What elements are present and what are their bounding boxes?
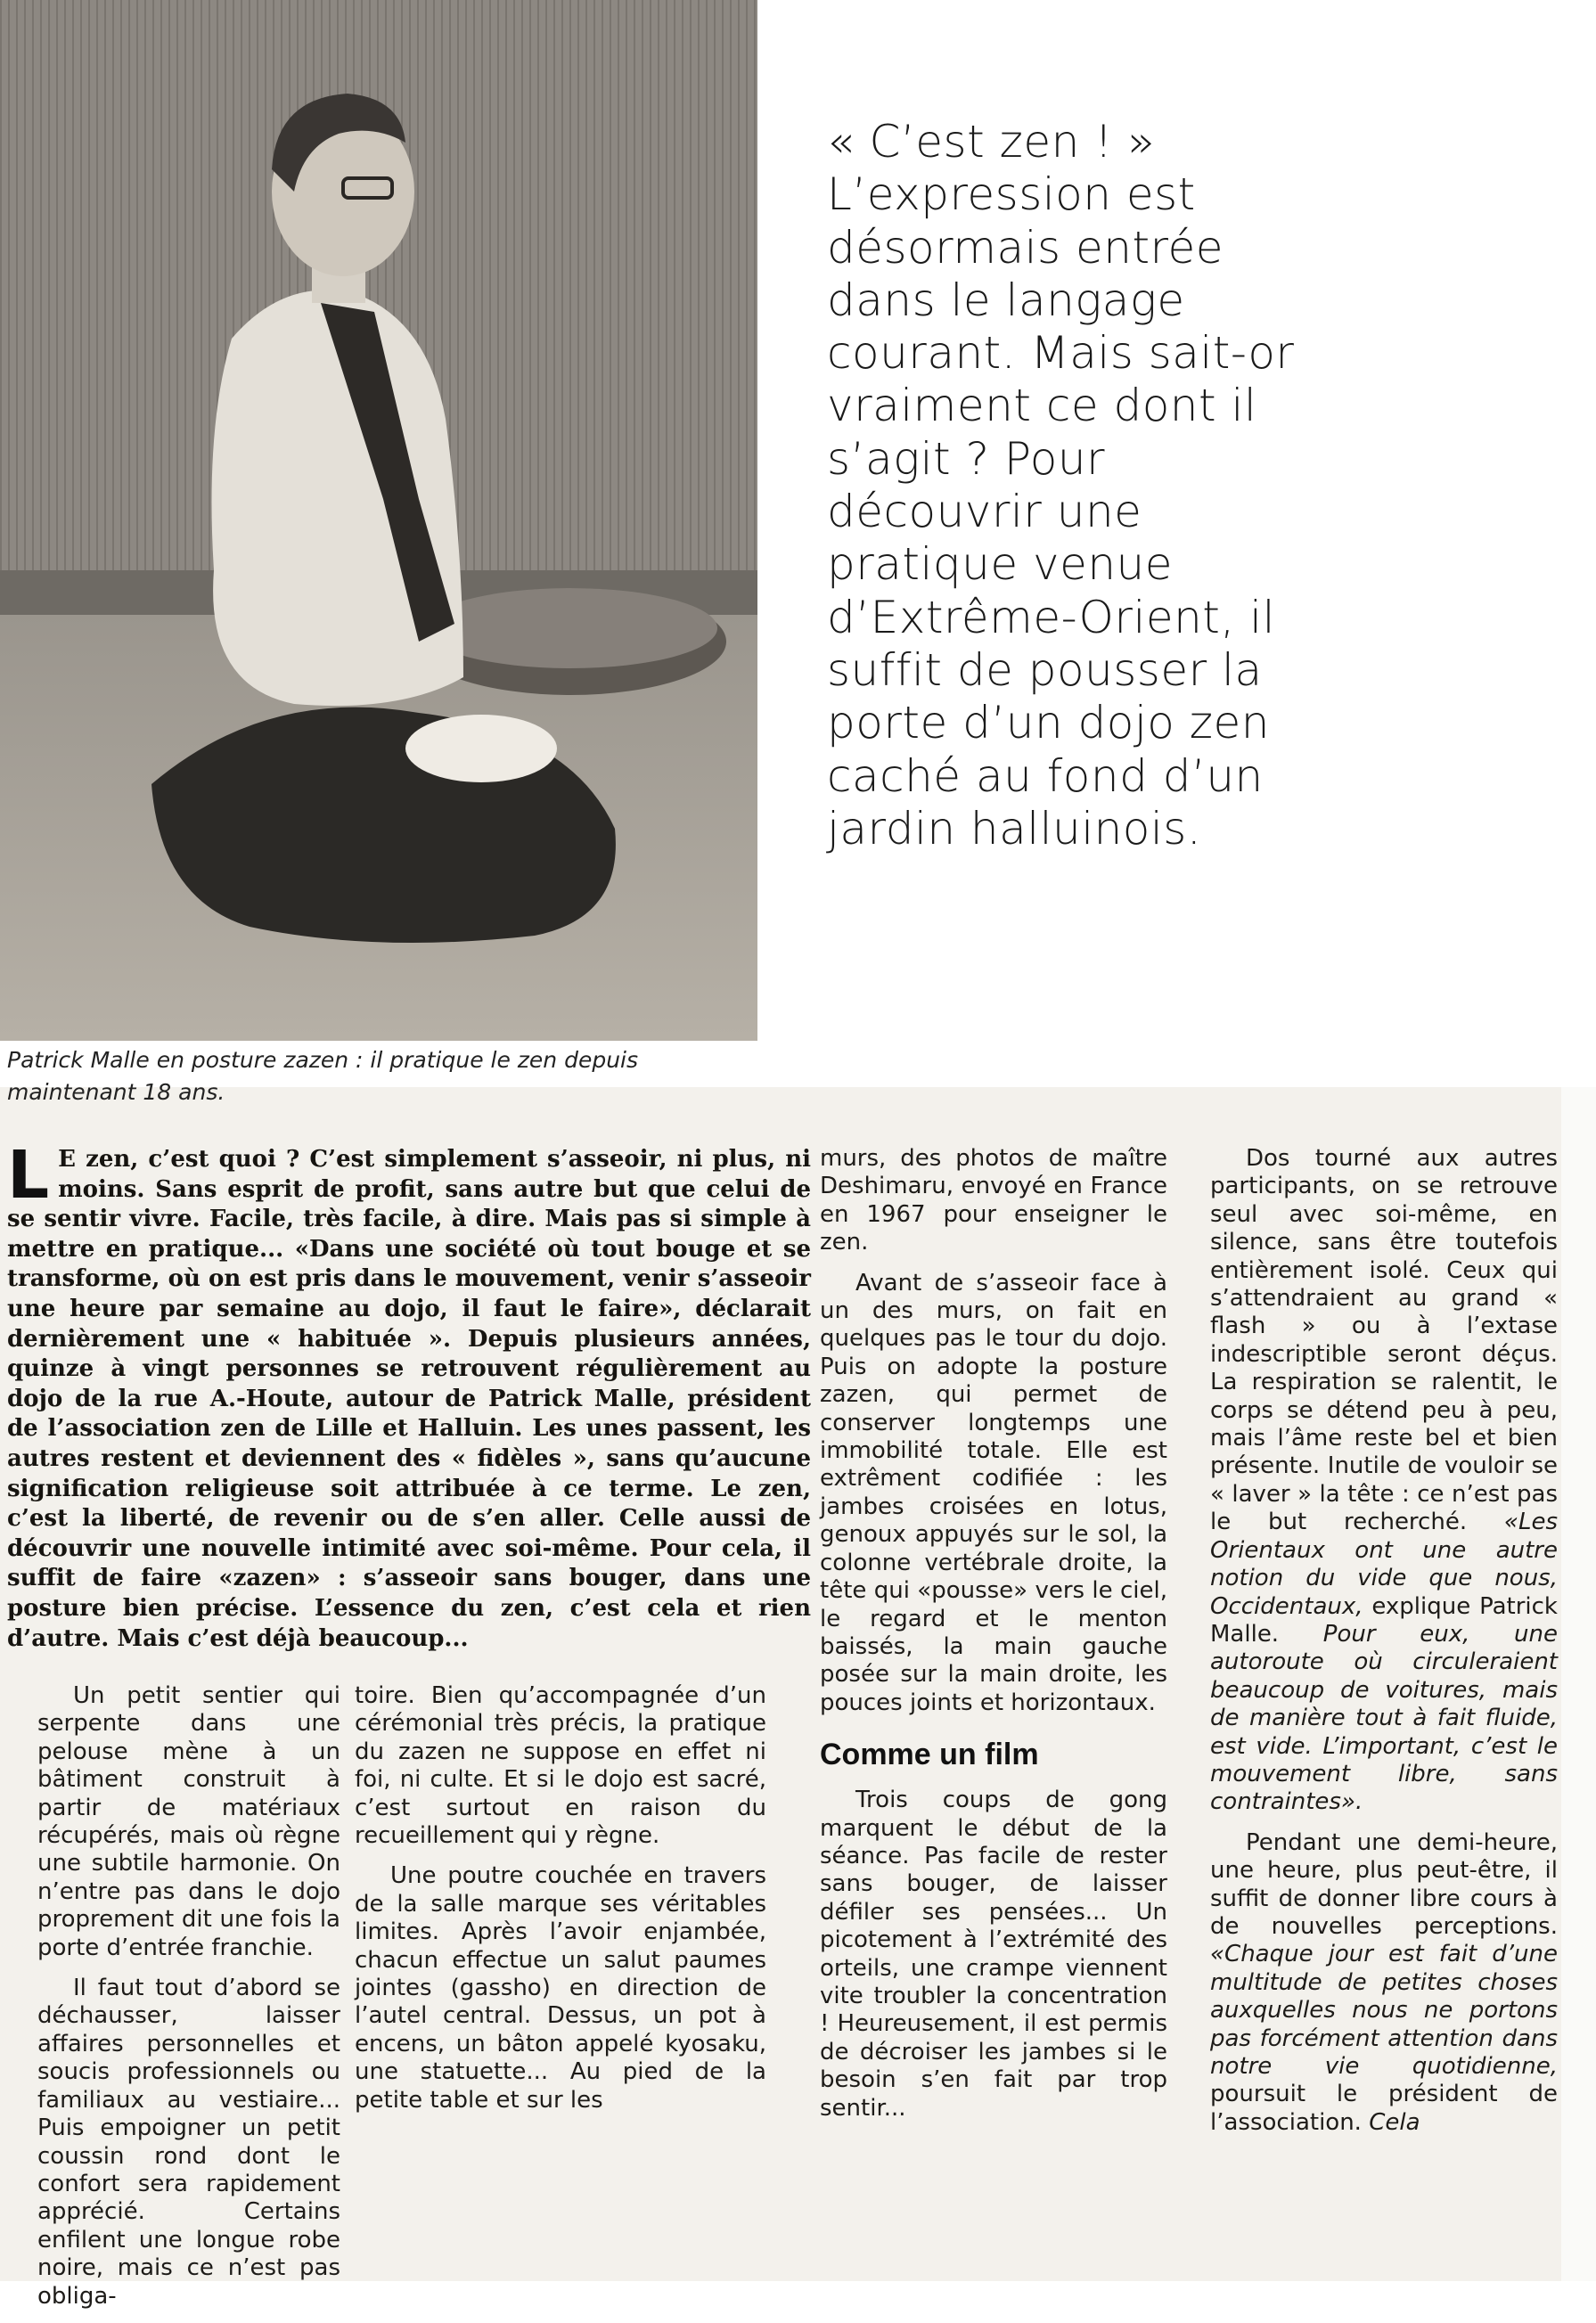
drop-cap: L [7,1137,50,1214]
paragraph: Avant de s’asseoir face à un des murs, on fait en quelques pas le tour du dojo. Puis on adopte la posture zazen, qui permet de conserver longtemps une immobilité totale. Elle est extrêment codifiée : les jambes croisées en lotus, genoux appuyés sur le sol, la colonne vertébrale droite, la tête qui «pousse» vers le ciel, le regard et le menton baissés, la main gauche posée sur la main droite, les pouces joints et horizontaux. [820,1269,1167,1716]
article-column-1 [37,1682,340,2323]
paragraph: Un petit sentier qui serpente dans une pelouse mène à un bâtiment construit à partir de matériaux récupérés, mais où règne une subtile harmonie. On n’entre pas dans le dojo proprement dit une fois la porte d’entrée franchie. [37,1682,340,1961]
article-column-2 [355,1682,766,2127]
article-lead [7,1137,811,1654]
paragraph: Une poutre couchée en travers de la salle marque ses véritables limites. Après l’avoir enjambée, chacun effectue un salut paumes jointes (gassho) en direction de l’autel central. Dessus, un pot à encens, un bâton appelé kyosaku, une statuette... Au pied de la petite table et sur les [355,1862,766,2114]
paragraph-text: Dos tourné aux autres participants, on se retrouve seul avec soi-même, en silence, sans être toutefois entièrement isolé. Ceux qui s’attendraient au grand « flash » ou à l’extase indescriptible seront déçus. La respiration se ralentit, le corps se détend peu à peu, mais l’âme reste bel et bien présente. Inutile de vouloir se « laver » la tête : ce n’est pas le but recherché. [1210,1145,1558,1536]
paragraph [1210,1145,1558,1817]
article-column-3 [820,1145,1167,2135]
quote-attribution: poursuit le président de l’association. [1210,2081,1558,2136]
quote-text: «Les Orientaux ont une autre notion du vide que nous, Occidentaux, [1210,1509,1558,1620]
section-subheading: Comme un film [820,1738,1039,1772]
paragraph: toire. Bien qu’accompagnée d’un cérémonial très précis, la pratique du zazen ne suppose en effet ni foi, ni culte. Et si le dojo est sacré, c’est surtout en raison du recueillement qui y règne. [355,1682,766,1850]
paragraph: murs, des photos de maître Deshimaru, envoyé en France en 1967 pour enseigner le zen. [820,1145,1167,1256]
quote-text: Cela [1369,2108,1420,2136]
zazen-photo-illustration [0,0,757,1041]
lead-text: E zen, c’est quoi ? C’est simplement s’asseoir, ni plus, ni moins. Sans esprit de profit, sans autre but que celui de se sentir vivre. Facile, très facile, à dire. Mais pas si simple à mettre en pratique... «Dans une société où tout bouge et se transforme, où on est pris dans le mouvement, venir s’asseoir une heure par semaine au dojo, il faut le faire», déclarait dernièrement une « habituée ». Depuis plusieurs années, quinze à vingt personnes se retrouvent régulièrement au dojo de la rue A.-Houte, autour de Patrick Malle, président de l’association zen de Lille et Halluin. Les unes passent, les autres restent et deviennent des « fidèles », sans qu’aucune signification religieuse soit attribuée à ce terme. Le zen, c’est la liberté, de revenir ou de s’en aller. Celle aussi de découvrir une nouvelle intimité avec soi-même. Pour cela, il suffit de faire «zazen» : s’asseoir sans bouger, dans une posture bien précise. L’essence du zen, c’est cela et rien d’autre. Mais c’est déjà beaucoup... [7,1146,811,1652]
photo-caption: Patrick Malle en posture zazen : il pratique le zen depuis maintenant 18 ans. [7,1047,639,1105]
paragraph: Trois coups de gong marquent le début de la séance. Pas facile de rester sans bouger, de laisser défiler ses pensées... Un picotement à l’extrémité des orteils, une crampe viennent vite troubler la concentration ! Heureusement, il est permis de décroiser les jambes si le besoin s’en fait par trop sentir... [820,1787,1167,2122]
quote-text: «Chaque jour est fait d’une multitude de petites choses auxquelles nous ne portons pas forcément attention dans notre vie quotidienne, [1210,1941,1558,2080]
article-standfirst: « C’est zen ! » L’expression est désormais entrée dans le langage courant. Mais sait-or vraiment ce dont il s’agit ? Pour découvrir une pratique venue d’Extrême-Orient, il suffit de pousser la porte d’un dojo zen caché au fond d’un jardin halluinois. [827,116,1295,855]
page-edge [1561,1087,1596,2281]
article-photo [0,0,757,1041]
quote-attribution: explique Patrick Malle. [1210,1592,1558,1648]
article-column-4 [1210,1145,1558,2149]
paragraph: Il faut tout d’abord se déchausser, laisser affaires personnelles et soucis professionnels ou familiaux au vestiaire... Puis empoigner un petit coussin rond dont le confort sera rapidement apprécié. Certains enfilent une longue robe noire, mais ce n’est pas obliga- [37,1975,340,2310]
quote-text: Pour eux, une autoroute où circuleraient beaucoup de voitures, mais de manière tout à fait fluide, est vide. L’important, c’est le mouvement libre, sans contraintes». [1210,1620,1558,1816]
paragraph [1210,1829,1558,2137]
paragraph-text: Pendant une demi-heure, une heure, plus peut-être, il suffit de donner libre cours à de nouvelles perceptions. [1210,1828,1558,1940]
